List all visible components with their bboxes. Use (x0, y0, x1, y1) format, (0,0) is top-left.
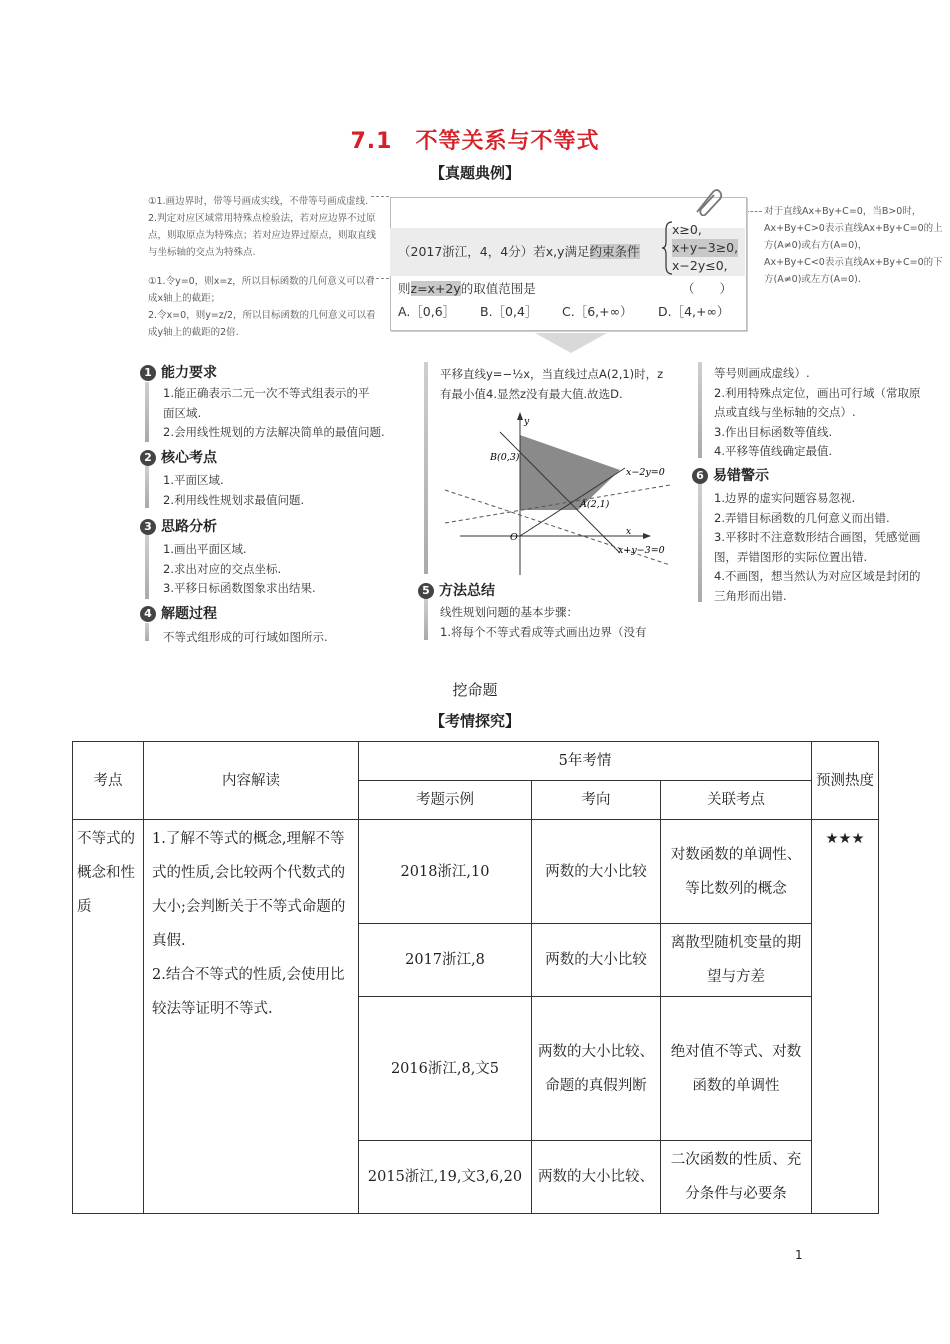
block-method-body (440, 603, 685, 642)
block-pitfalls-label: 易错警示 (713, 468, 769, 484)
pitfall-line-6: 三角形而出错. (714, 588, 787, 603)
number-icon-5: 5 (418, 583, 434, 599)
question-source: （2017浙江，4，4分） (398, 244, 534, 259)
pitfall-line-1: 1.边界的虚实问题容易忽视. (714, 491, 856, 505)
question-stem-text: 若x,y满足 (533, 244, 590, 259)
objective-highlight: z=x+2y (410, 281, 461, 296)
direction-cell: 两数的大小比较、 (532, 1141, 661, 1214)
block-analysis-label: 思路分析 (161, 519, 217, 535)
block-solution-body (163, 628, 403, 648)
flow-line (424, 598, 428, 640)
y-axis-label: y (524, 417, 530, 427)
block-ability-label: 能力要求 (161, 365, 217, 381)
flow-line (424, 362, 428, 574)
y-axis-arrow-icon (517, 412, 523, 420)
method-cont-line-1: 等号则画成虚线）. (714, 366, 810, 380)
header-content: 内容解读 (144, 742, 359, 820)
ability-line-1: 1.能正确表示二元一次不等式组表示的平 (163, 386, 370, 400)
x-axis-label: x (626, 527, 632, 537)
exam-analysis-table (72, 741, 879, 1214)
flow-line (698, 362, 702, 458)
related-cell: 绝对值不等式、对数函数的单调性 (661, 997, 812, 1141)
example-cell: 2018浙江,10 (359, 820, 532, 924)
left-notes-top (148, 193, 380, 261)
example-cell: 2017浙江,8 (359, 924, 532, 997)
related-cell: 对数函数的单调性、等比数列的概念 (661, 820, 812, 924)
constraint-3: x−2y≤0, (672, 258, 728, 273)
block-solution-title (140, 603, 217, 623)
analysis-line-3: 3.平移日标函数图象求出结果. (163, 581, 316, 595)
block-method-label: 方法总结 (439, 583, 495, 599)
point-b-label: B(0,3) (490, 452, 520, 463)
flow-line (145, 466, 149, 508)
header-direction: 考向 (532, 781, 661, 820)
block-ability-title (140, 362, 217, 382)
block-pitfalls-body (714, 489, 949, 606)
line2-label: x+y−3=0 (618, 545, 665, 556)
left-note-2: 2.判定对应区域常用特殊点检验法，若对应边界不过原点，则取原点为特殊点；若对应边界过原点，则取直线与坐标轴的交点为特殊点. (148, 213, 377, 258)
flow-line (145, 535, 149, 599)
connector-line (746, 211, 762, 212)
block-ability-body (163, 384, 403, 443)
table-row (73, 820, 879, 924)
section-heading-examples: 【真题典例】 (429, 164, 520, 182)
direction-cell: 两数的大小比较、命题的真假判断 (532, 997, 661, 1141)
x-axis-arrow-icon (643, 533, 651, 539)
page-number: 1 (795, 1248, 803, 1262)
block-analysis-title (140, 516, 217, 536)
related-cell: 二次函数的性质、充分条件与必要条 (661, 1141, 812, 1214)
left-note-4: 2.令x=0，则y=z/2，所以目标函数的几何意义可以看成y轴上的截距的2倍. (148, 310, 376, 338)
line1-label: x−2y=0 (626, 467, 665, 478)
forecast-stars: ★★★ (812, 820, 879, 1214)
related-cell: 离散型随机变量的期望与方差 (661, 924, 812, 997)
right-notes (764, 203, 944, 288)
method-cont-line-3: 点或直线与坐标轴的交点）. (714, 405, 856, 419)
flow-line (698, 484, 702, 602)
solution-line-1: 不等式组形成的可行域如图所示. (163, 630, 328, 644)
constraint-2: x+y−3≥0, (672, 240, 739, 255)
flow-line (145, 623, 149, 641)
pitfall-line-4: 图，弄错图形的实际位置出错. (714, 549, 868, 564)
block-core-title (140, 447, 217, 467)
block-method-title (418, 580, 495, 600)
feasible-region-graph (440, 410, 680, 580)
number-icon-6: 6 (692, 468, 708, 484)
section-heading-mining: 挖命题 (452, 681, 498, 699)
page-title: 7.1 不等关系与不等式 (350, 129, 600, 154)
direction-cell: 两数的大小比较 (532, 924, 661, 997)
core-line-1: 1.平面区域. (163, 473, 224, 487)
pitfall-line-5: 4.不画图，想当然认为对应区域是封闭的 (714, 569, 921, 583)
header-example: 考题示例 (359, 781, 532, 820)
options-row (398, 302, 738, 320)
option-d: D.［4,+∞） (658, 304, 730, 319)
pitfall-line-2: 2.弄错目标函数的几何意义而出错. (714, 510, 890, 525)
middle-solution-text (440, 365, 680, 404)
right-note-1: 对于直线Ax+By+C=0，当B>0时，Ax+By+C>0表示直线Ax+By+C=0的上方(A≠0)或右方(A=0)， (764, 206, 943, 251)
connector-line (371, 196, 389, 198)
method-continued (714, 364, 949, 462)
core-line-2: 2.利用线性规划求最值问题. (163, 492, 305, 507)
method-cont-line-2: 2.利用特殊点定位，画出可行域（常取原 (714, 385, 921, 400)
topic-cell: 不等式的概念和性质 (73, 820, 144, 1214)
origin-label: O (510, 532, 518, 543)
block-solution-label: 解题过程 (161, 606, 217, 622)
block-pitfalls-title (692, 465, 769, 485)
header-forecast: 预测热度 (812, 742, 879, 820)
down-arrow-icon (535, 333, 607, 355)
paperclip-icon (693, 188, 725, 216)
left-notes-bottom (148, 273, 380, 341)
header-topic: 考点 (73, 742, 144, 820)
number-icon-3: 3 (140, 519, 156, 535)
option-b: B.［0,4］ (480, 304, 538, 319)
example-cell: 2015浙江,19,文3,6,20 (359, 1141, 532, 1214)
method-line-1: 线性规划问题的基本步骤： (440, 605, 578, 619)
constraint-highlight: 约束条件 (589, 244, 640, 259)
constraint-1: x≥0, (672, 222, 702, 237)
mid-line-2: 有最小值4.显然z没有最大值.故选D. (440, 386, 623, 401)
direction-cell: 两数的大小比较 (532, 820, 661, 924)
block-core-body (163, 471, 403, 510)
analysis-line-2: 2.求出对应的交点坐标. (163, 561, 282, 576)
question-stem (398, 242, 640, 260)
constraint-list (672, 221, 738, 275)
option-a: A.［0,6］ (398, 304, 456, 319)
left-note-3: ①1.令y=0，则x=z，所以目标函数的几何意义可以看成x轴上的截距； (148, 276, 375, 304)
flow-line (145, 382, 149, 442)
number-icon-4: 4 (140, 606, 156, 622)
ability-line-2: 面区域. (163, 405, 202, 420)
question-ask (398, 279, 536, 297)
method-line-2: 1.将每个不等式看成等式画出边界（没有 (440, 624, 647, 639)
number-icon-2: 2 (140, 450, 156, 466)
number-icon-1: 1 (140, 365, 156, 381)
mid-line-1: 平移直线y=−½x，当直线过点A(2,1)时，z (440, 367, 664, 381)
ask-suffix: 的取值范围是 (460, 281, 536, 296)
header-five-years: 5年考情 (359, 742, 812, 781)
analysis-line-1: 1.画出平面区域. (163, 542, 247, 556)
point-a-label: A(2,1) (580, 499, 610, 510)
option-c: C.［6,+∞） (562, 304, 633, 319)
method-cont-line-5: 4.平移等值线确定最值. (714, 444, 833, 458)
left-note-1: ①1.画边界时，带等号画成实线，不带等号画成虚线. (148, 196, 369, 207)
answer-paren: （ ） (682, 281, 733, 296)
example-cell: 2016浙江,8,文5 (359, 997, 532, 1141)
ability-line-3: 2.会用线性规划的方法解决简单的最值问题. (163, 425, 385, 439)
content-cell: 1.了解不等式的概念,理解不等式的性质,会比较两个代数式的大小;会判断关于不等式命题的真假. 2.结合不等式的性质,会使用比较法等证明不等式. (144, 820, 359, 1214)
pitfall-line-3: 3.平移时不注意数形结合画图，凭感觉画 (714, 530, 921, 544)
header-related: 关联考点 (661, 781, 812, 820)
ask-prefix: 则 (398, 281, 411, 296)
method-cont-line-4: 3.作出目标函数等值线. (714, 424, 833, 439)
block-analysis-body (163, 540, 403, 599)
section-heading-exploration: 【考情探究】 (429, 712, 520, 730)
right-note-2: Ax+By+C<0表示直线Ax+By+C=0的下方(A≠0)或左方(A=0). (764, 257, 943, 285)
connector-line (371, 278, 389, 280)
block-core-label: 核心考点 (161, 450, 217, 466)
